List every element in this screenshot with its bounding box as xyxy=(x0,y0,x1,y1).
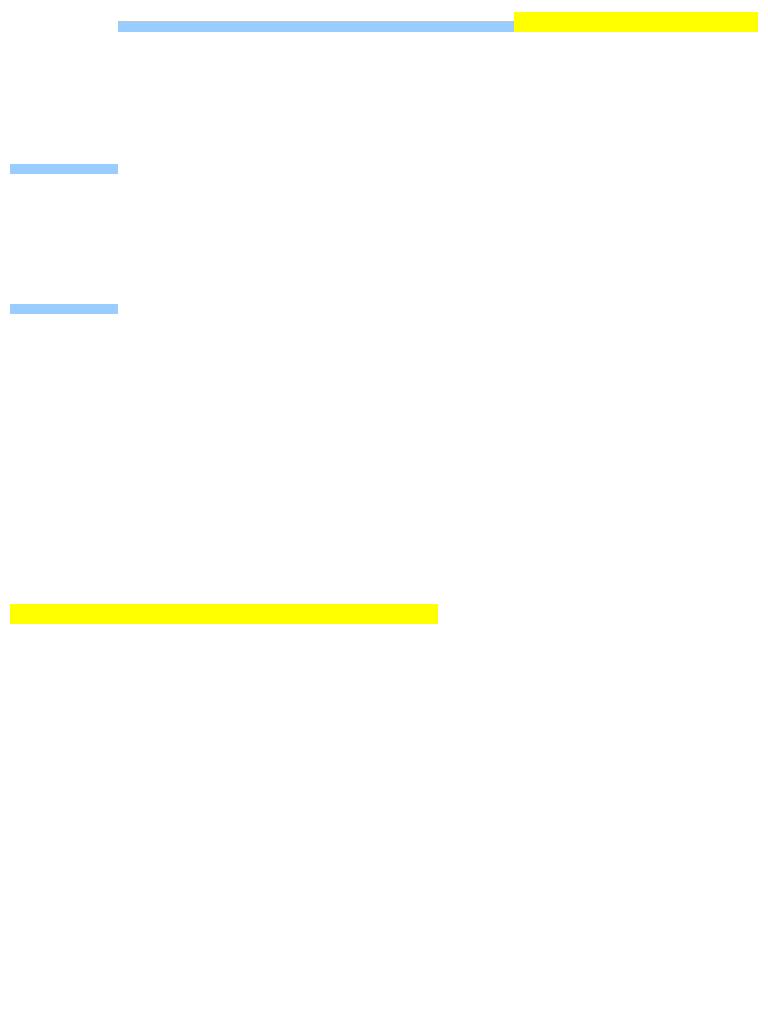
projection-band-bottom xyxy=(10,604,438,624)
year-header-band xyxy=(118,21,514,32)
vertical-section-band xyxy=(10,164,118,174)
projection-header-band xyxy=(514,12,758,32)
horizontal-section-band xyxy=(10,304,118,314)
